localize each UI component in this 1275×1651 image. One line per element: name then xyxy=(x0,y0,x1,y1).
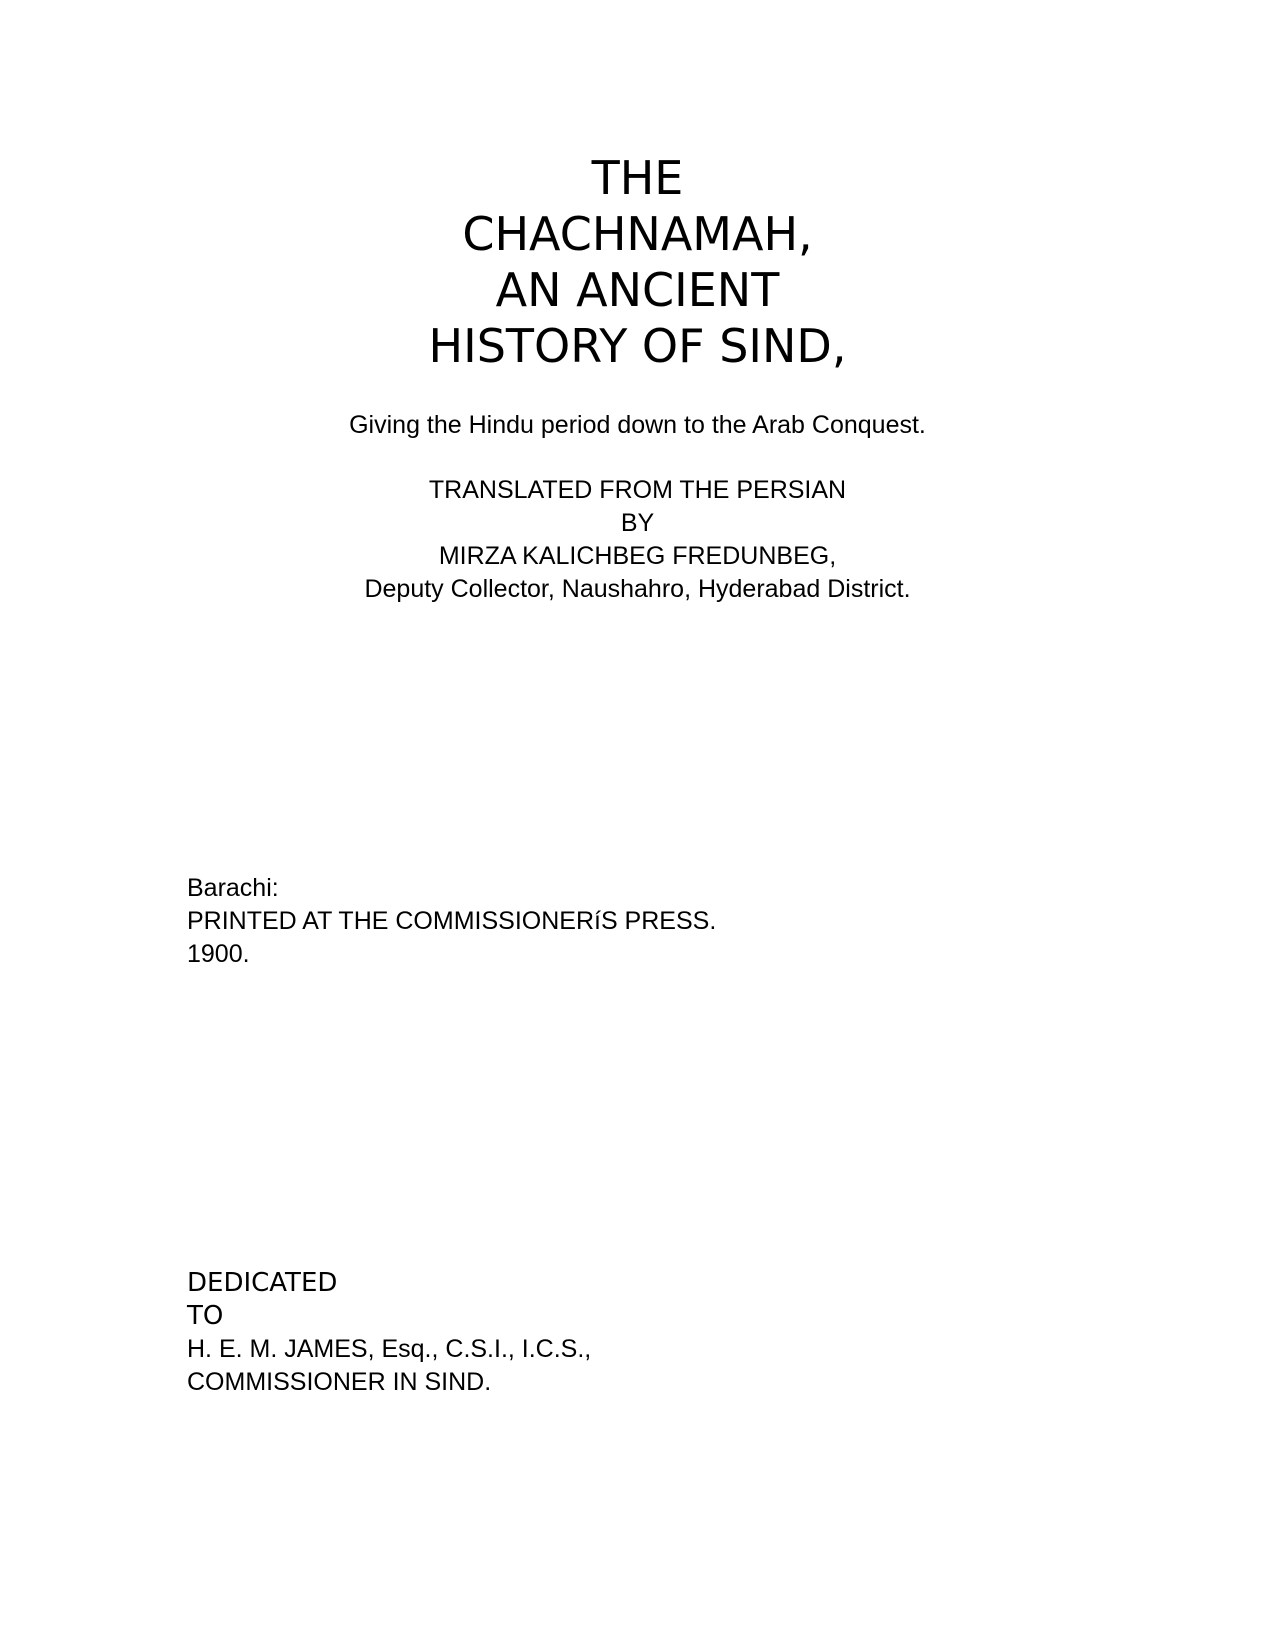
dedication-to: TO xyxy=(187,1301,224,1331)
title-line: HISTORY OF SIND, xyxy=(428,319,847,373)
translation-credit xyxy=(0,474,1275,606)
translated-from-line: TRANSLATED FROM THE PERSIAN xyxy=(428,476,847,504)
book-title xyxy=(0,150,1275,374)
dedication xyxy=(187,1267,591,1399)
imprint-printer: PRINTED AT THE COMMISSIONERíS PRESS. xyxy=(187,907,717,935)
title-line: THE xyxy=(591,151,684,205)
imprint-year: 1900. xyxy=(187,940,250,968)
dedicatee-name: H. E. M. JAMES, Esq., C.S.I., I.C.S., xyxy=(187,1335,592,1363)
imprint xyxy=(187,872,716,971)
translator-name: MIRZA KALICHBEG FREDUNBEG, xyxy=(438,542,837,570)
subtitle: Giving the Hindu period down to the Arab Conquest. xyxy=(349,411,926,439)
dedicatee-title: COMMISSIONER IN SIND. xyxy=(187,1368,492,1396)
translator-position: Deputy Collector, Naushahro, Hyderabad District. xyxy=(364,575,911,603)
imprint-place: Barachi: xyxy=(187,874,279,902)
title-line: CHACHNAMAH, xyxy=(462,207,813,261)
dedication-heading: DEDICATED xyxy=(187,1268,338,1298)
by-line: BY xyxy=(620,509,655,537)
title-line: AN ANCIENT xyxy=(495,263,780,317)
